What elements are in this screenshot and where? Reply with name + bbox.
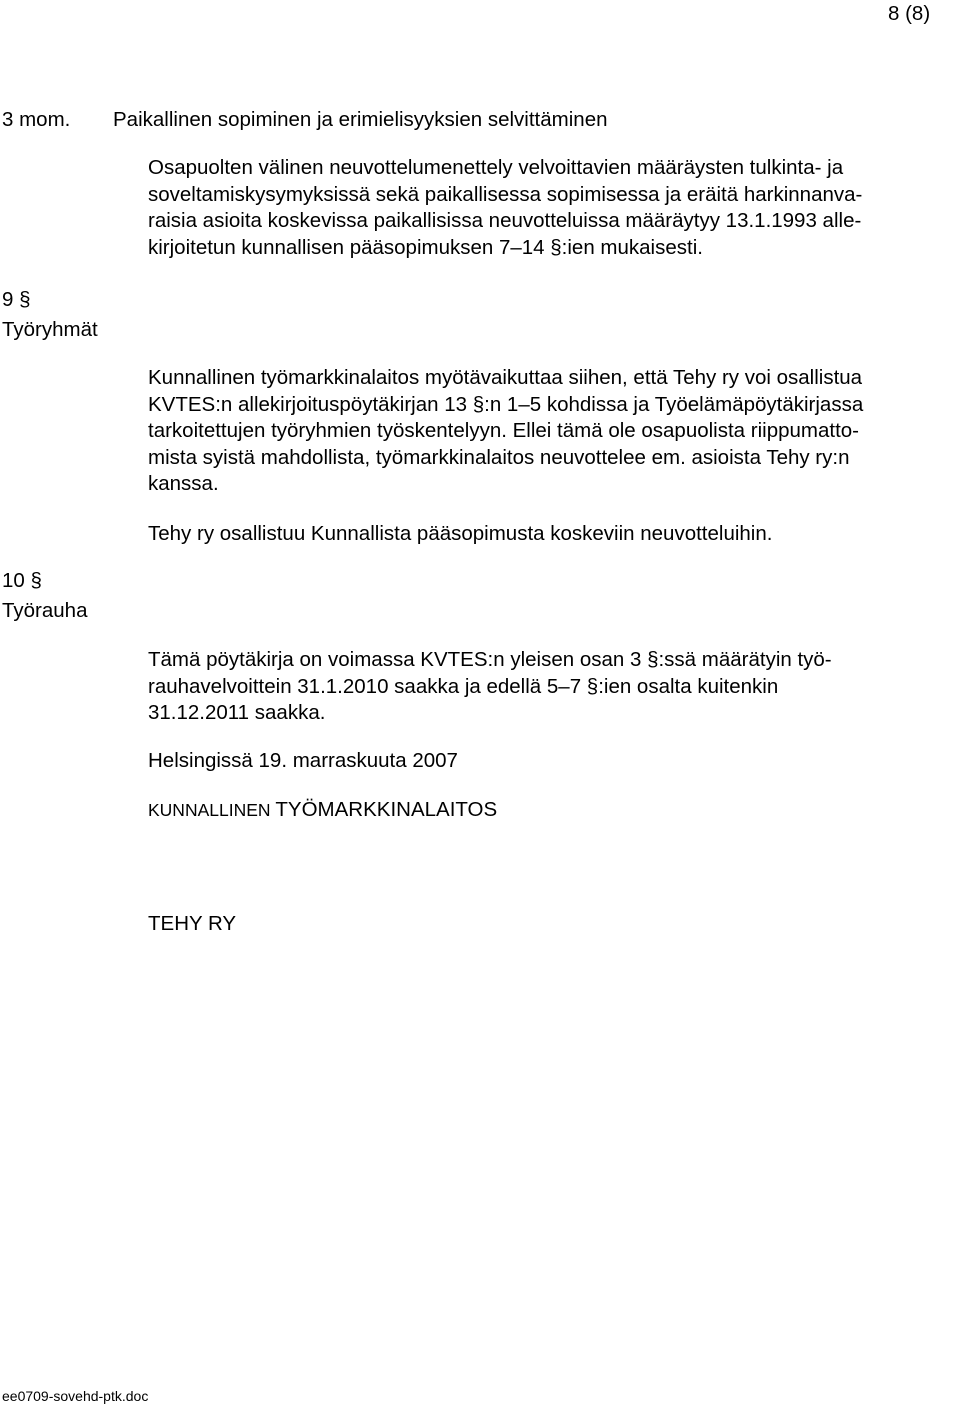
section-9-para2 — [148, 521, 958, 548]
section-3mom-title: Paikallinen sopiminen ja erimielisyyksien selvittäminen — [113, 108, 608, 131]
section-9-body — [148, 365, 958, 498]
section-9-line: Kunnallinen työmarkkinalaitos myötävaikuttaa siihen, että Tehy ry voi osallistua — [148, 366, 863, 389]
signature-org-1 — [148, 798, 497, 822]
section-9-para2-line: Tehy ry osallistuu Kunnallista pääsopimusta koskeviin neuvotteluihin. — [148, 522, 773, 545]
signature-org-2: TEHY RY — [148, 912, 237, 935]
section-9-line: kanssa. — [148, 472, 219, 495]
footer-filename: ee0709-sovehd-ptk.doc — [2, 1388, 149, 1404]
signature-org-1-rest: TYÖMARKKINALAITOS — [275, 798, 498, 821]
section-10-line: 31.12.2011 saakka. — [148, 701, 326, 724]
section-10-line: Tämä pöytäkirja on voimassa KVTES:n yleisen osan 3 §:ssä määrätyin työ- — [148, 648, 832, 671]
signature-place-date: Helsingissä 19. marraskuuta 2007 — [148, 749, 458, 772]
section-3mom-line: kirjoitetun kunnallisen pääsopimuksen 7–14 §:ien mukaisesti. — [148, 235, 703, 259]
section-3mom-line: Osapuolten välinen neuvottelumenettely velvoittavien määräysten tulkinta- ja — [148, 156, 844, 179]
section-9-label — [2, 285, 98, 345]
section-10-line: rauhavelvoittein 31.1.2010 saakka ja edellä 5–7 §:ien osalta kuitenkin — [148, 674, 779, 698]
section-3mom-number: 3 mom. — [2, 108, 71, 131]
section-9-line: KVTES:n allekirjoituspöytäkirjan 13 §:n 1–5 kohdissa ja Työelämäpöytäkirjassa — [148, 392, 864, 416]
section-10-number: 10 § — [2, 569, 42, 592]
section-9-number: 9 § — [2, 288, 31, 311]
section-3mom-line: raisia asioita koskevissa paikallisissa neuvotteluissa määräytyy 13.1.1993 alle- — [148, 209, 862, 232]
section-10-label — [2, 566, 87, 626]
section-10-body — [148, 647, 958, 727]
section-9-heading: Työryhmät — [2, 318, 98, 341]
section-3mom-line: soveltamiskysymyksissä sekä paikallisessa sopimisessa ja eräitä harkinnanva- — [148, 182, 863, 206]
section-10-heading: Työrauha — [2, 599, 88, 622]
signature-org-1-prefix: KUNNALLINEN — [148, 800, 276, 820]
page-number: 8 (8) — [888, 2, 931, 25]
section-9-line: tarkoitettujen työryhmien työskentelyyn. Ellei tämä ole osapuolista riippumatto- — [148, 419, 860, 442]
section-9-line: mista syistä mahdollista, työmarkkinalaitos neuvottelee em. asioista Tehy ry:n — [148, 445, 850, 469]
section-3mom-body — [148, 155, 958, 261]
